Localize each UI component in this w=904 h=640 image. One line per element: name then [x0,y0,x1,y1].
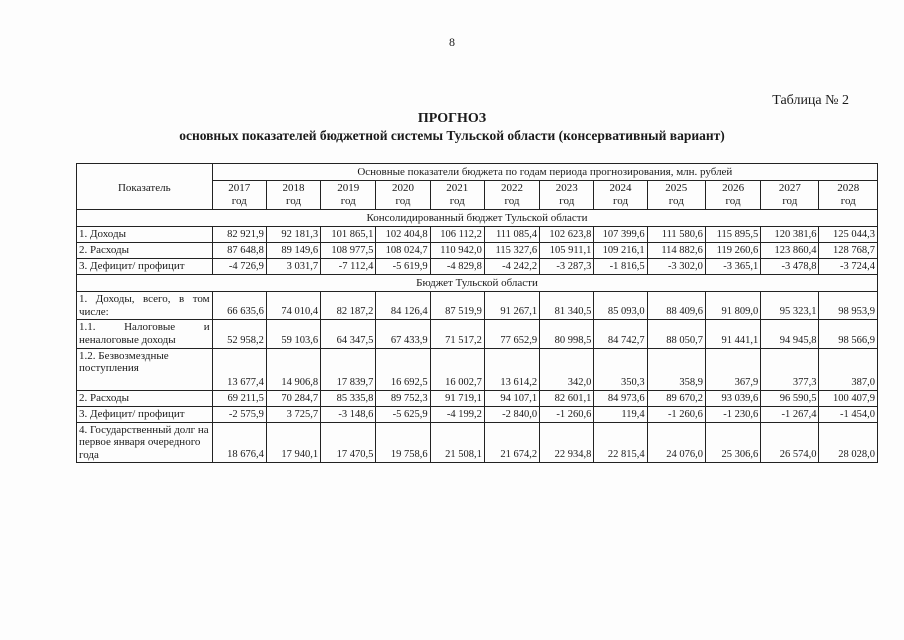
value-cell: 101 865,1 [321,227,376,243]
value-cell: 82 601,1 [540,390,594,406]
value-cell: -2 840,0 [484,406,539,422]
year-unit: год [613,195,629,207]
year-unit: год [231,195,247,207]
year-unit: год [395,195,411,207]
value-cell: -1 260,6 [540,406,594,422]
year-unit: год [782,195,798,207]
value-cell: 125 044,3 [819,227,878,243]
value-cell: 26 574,0 [761,422,819,463]
value-cell: -3 302,0 [647,259,705,275]
year-unit: год [286,195,302,207]
value-cell: 123 860,4 [761,243,819,259]
value-cell: 91 809,0 [705,292,760,320]
value-cell: 28 028,0 [819,422,878,463]
year-header-2017 [212,181,266,210]
section-title: Консолидированный бюджет Тульской области [77,210,878,227]
value-cell: -1 816,5 [594,259,647,275]
value-cell: 107 399,6 [594,227,647,243]
value-cell: -1 230,6 [705,406,760,422]
value-cell: -1 267,4 [761,406,819,422]
value-cell: 24 076,0 [647,422,705,463]
table-row [77,243,878,259]
value-cell: 100 407,9 [819,390,878,406]
value-cell: 80 998,5 [540,320,594,348]
year-value: 2026 [722,182,745,194]
value-cell: 89 670,2 [647,390,705,406]
value-cell: 84 126,4 [376,292,430,320]
value-cell: 105 911,1 [540,243,594,259]
value-cell: 119 260,6 [705,243,760,259]
year-value: 2020 [392,182,415,194]
value-cell: -3 287,3 [540,259,594,275]
page-number: 8 [449,35,455,49]
year-header-2021 [430,181,484,210]
value-cell: -7 112,4 [321,259,376,275]
year-header-2018 [266,181,320,210]
year-unit: год [559,195,575,207]
value-cell: 13 614,2 [484,348,539,390]
value-cell: 128 768,7 [819,243,878,259]
year-unit: год [840,195,856,207]
year-header-2026 [705,181,760,210]
value-cell: -1 454,0 [819,406,878,422]
row-label: 4. Государственный долг на первое января очередного года [77,422,213,463]
value-cell: 114 882,6 [647,243,705,259]
table-row [77,227,878,243]
value-cell: 69 211,5 [212,390,266,406]
value-cell: -4 726,9 [212,259,266,275]
document-subtitle: основных показателей бюджетной системы Тульской области (консервативный вариант) [179,128,725,143]
value-cell: 115 895,5 [705,227,760,243]
value-cell: 109 216,1 [594,243,647,259]
year-value: 2022 [501,182,524,194]
section-title: Бюджет Тульской области [77,275,878,292]
year-unit: год [504,195,520,207]
value-cell: -3 724,4 [819,259,878,275]
year-value: 2028 [837,182,860,194]
table-header [77,164,878,210]
value-cell: 85 335,8 [321,390,376,406]
row-label: 3. Дефицит/ профицит [77,259,213,275]
row-label: 2. Расходы [77,390,213,406]
table-row [77,259,878,275]
year-header-2027 [761,181,819,210]
value-cell: 25 306,6 [705,422,760,463]
value-cell: 111 580,6 [647,227,705,243]
year-unit: год [668,195,684,207]
value-cell: 106 112,2 [430,227,484,243]
year-value: 2023 [555,182,578,194]
value-cell: 16 002,7 [430,348,484,390]
value-cell: 120 381,6 [761,227,819,243]
value-cell: 71 517,2 [430,320,484,348]
value-cell: 342,0 [540,348,594,390]
year-value: 2024 [609,182,632,194]
value-cell: -3 478,8 [761,259,819,275]
value-cell: 82 187,2 [321,292,376,320]
value-cell: 98 953,9 [819,292,878,320]
value-cell: 111 085,4 [484,227,539,243]
table-body [77,210,878,463]
value-cell: 94 107,1 [484,390,539,406]
value-cell: 64 347,5 [321,320,376,348]
table-row [77,292,878,320]
value-cell: 77 652,9 [484,320,539,348]
budget-forecast-table [76,163,878,463]
value-cell: 350,3 [594,348,647,390]
value-cell: 108 024,7 [376,243,430,259]
value-cell: -5 625,9 [376,406,430,422]
value-cell: 110 942,0 [430,243,484,259]
value-cell: 93 039,6 [705,390,760,406]
value-cell: 358,9 [647,348,705,390]
value-cell: -4 829,8 [430,259,484,275]
indicator-header: Показатель [77,164,213,210]
forecast-period-header: Основные показатели бюджета по годам периода прогнозирования, млн. рублей [212,164,877,181]
year-value: 2025 [665,182,688,194]
value-cell: 74 010,4 [266,292,320,320]
value-cell: 16 692,5 [376,348,430,390]
value-cell: -3 148,6 [321,406,376,422]
row-label: 1. Доходы [77,227,213,243]
value-cell: 22 934,8 [540,422,594,463]
value-cell: 19 758,6 [376,422,430,463]
section-row [77,210,878,227]
value-cell: 52 958,2 [212,320,266,348]
value-cell: 70 284,7 [266,390,320,406]
value-cell: 67 433,9 [376,320,430,348]
year-header-2020 [376,181,430,210]
value-cell: 22 815,4 [594,422,647,463]
table-row [77,406,878,422]
value-cell: -2 575,9 [212,406,266,422]
value-cell: 82 921,9 [212,227,266,243]
value-cell: 377,3 [761,348,819,390]
table-row [77,320,878,348]
value-cell: 17 470,5 [321,422,376,463]
section-row [77,275,878,292]
value-cell: -4 199,2 [430,406,484,422]
value-cell: 84 973,6 [594,390,647,406]
value-cell: 17 940,1 [266,422,320,463]
value-cell: 98 566,9 [819,320,878,348]
value-cell: -3 365,1 [705,259,760,275]
year-header-2024 [594,181,647,210]
row-label: 1. Доходы, всего, в том числе: [77,292,213,320]
value-cell: 13 677,4 [212,348,266,390]
value-cell: 92 181,3 [266,227,320,243]
year-value: 2027 [778,182,801,194]
value-cell: 89 752,3 [376,390,430,406]
value-cell: 59 103,6 [266,320,320,348]
year-unit: год [340,195,356,207]
year-header-2022 [484,181,539,210]
value-cell: 115 327,6 [484,243,539,259]
value-cell: 17 839,7 [321,348,376,390]
year-header-2019 [321,181,376,210]
value-cell: 96 590,5 [761,390,819,406]
value-cell: 91 719,1 [430,390,484,406]
year-header-2028 [819,181,878,210]
year-value: 2021 [446,182,469,194]
value-cell: 87 648,8 [212,243,266,259]
value-cell: 21 508,1 [430,422,484,463]
value-cell: -1 260,6 [647,406,705,422]
year-value: 2019 [337,182,360,194]
value-cell: 3 725,7 [266,406,320,422]
year-header-2023 [540,181,594,210]
value-cell: 85 093,0 [594,292,647,320]
value-cell: 108 977,5 [321,243,376,259]
value-cell: -5 619,9 [376,259,430,275]
value-cell: 3 031,7 [266,259,320,275]
value-cell: 87 519,9 [430,292,484,320]
value-cell: 91 441,1 [705,320,760,348]
value-cell: 18 676,4 [212,422,266,463]
value-cell: 81 340,5 [540,292,594,320]
value-cell: 94 945,8 [761,320,819,348]
row-label: 1.2. Безвозмездные поступления [77,348,213,390]
value-cell: 91 267,1 [484,292,539,320]
value-cell: 88 050,7 [647,320,705,348]
value-cell: 89 149,6 [266,243,320,259]
value-cell: -4 242,2 [484,259,539,275]
value-cell: 84 742,7 [594,320,647,348]
value-cell: 387,0 [819,348,878,390]
table-row [77,422,878,463]
value-cell: 119,4 [594,406,647,422]
value-cell: 88 409,6 [647,292,705,320]
row-label: 3. Дефицит/ профицит [77,406,213,422]
year-unit: год [725,195,741,207]
row-label: 1.1. Налоговые и неналоговые доходы [77,320,213,348]
table-row [77,348,878,390]
year-value: 2018 [282,182,305,194]
row-label: 2. Расходы [77,243,213,259]
value-cell: 14 906,8 [266,348,320,390]
table-row [77,390,878,406]
document-title: ПРОГНОЗ [417,111,487,126]
value-cell: 95 323,1 [761,292,819,320]
year-value: 2017 [228,182,251,194]
value-cell: 367,9 [705,348,760,390]
year-unit: год [449,195,465,207]
table-label: Таблица № 2 [772,93,849,108]
value-cell: 102 404,8 [376,227,430,243]
year-header-2025 [647,181,705,210]
value-cell: 102 623,8 [540,227,594,243]
value-cell: 21 674,2 [484,422,539,463]
value-cell: 66 635,6 [212,292,266,320]
